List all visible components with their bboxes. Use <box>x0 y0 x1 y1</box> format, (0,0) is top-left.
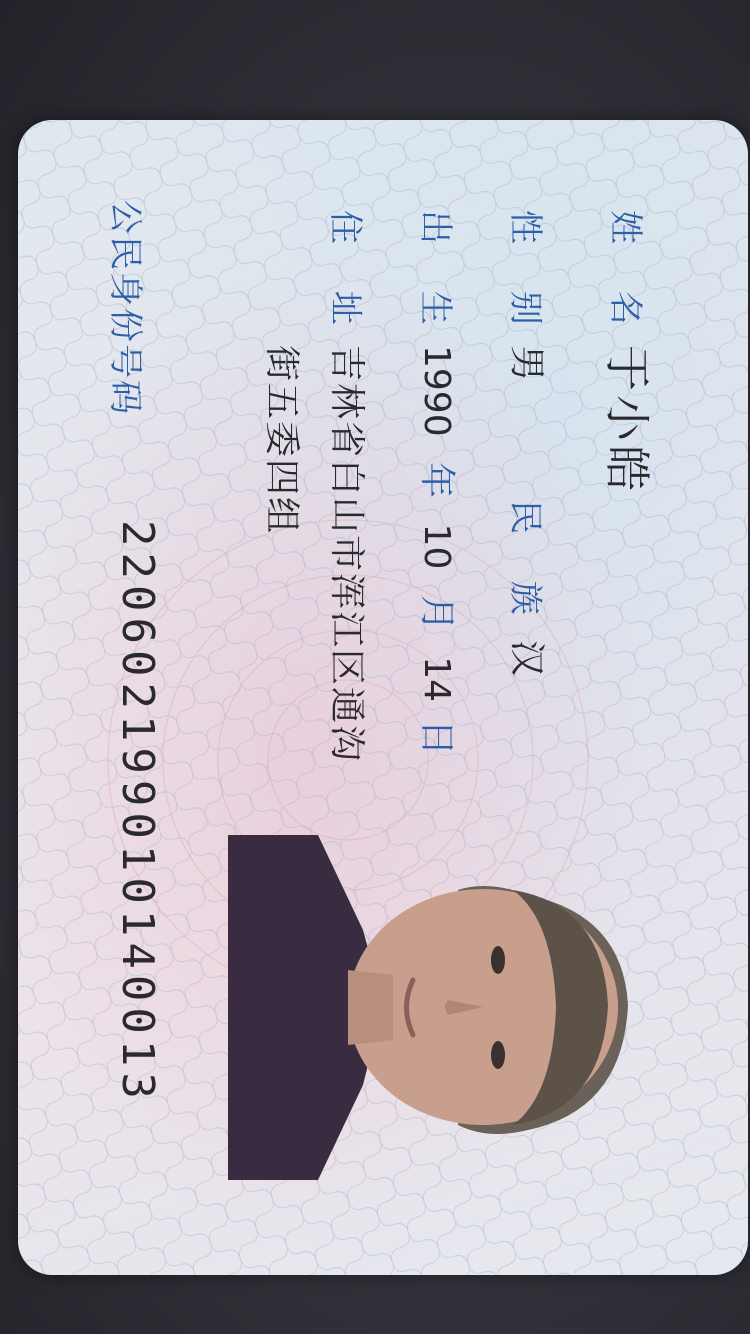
card-content <box>18 120 748 1275</box>
birth-month: 10 <box>416 523 457 570</box>
birth-day: 14 <box>416 656 457 703</box>
birth-year-unit: 年 <box>416 462 457 499</box>
address-line-2: 街五委四组 <box>261 345 302 536</box>
birth-label: 出 生 <box>415 210 455 343</box>
id-number-value: 220602199010140013 <box>112 520 163 1105</box>
portrait-photo <box>228 835 648 1180</box>
address-label: 住 址 <box>325 210 365 343</box>
address-line-1: 吉林省白山市浑江区通沟 <box>326 345 367 764</box>
name-label: 姓 名 <box>605 210 645 343</box>
gender-label: 性 别 <box>505 210 545 343</box>
birth-day-unit: 日 <box>416 719 457 756</box>
ethnicity-label: 民 族 <box>505 500 545 633</box>
birth-month-unit: 月 <box>416 594 457 631</box>
ethnicity-value: 汉 <box>506 640 547 677</box>
gender-value: 男 <box>506 345 547 382</box>
birth-year: 1990 <box>416 345 457 437</box>
id-number-label: 公民身份号码 <box>105 200 145 416</box>
portrait-illustration <box>228 835 648 1180</box>
id-card <box>18 120 748 1275</box>
birth-date <box>414 345 465 756</box>
name-value: 于小皓 <box>600 345 654 495</box>
